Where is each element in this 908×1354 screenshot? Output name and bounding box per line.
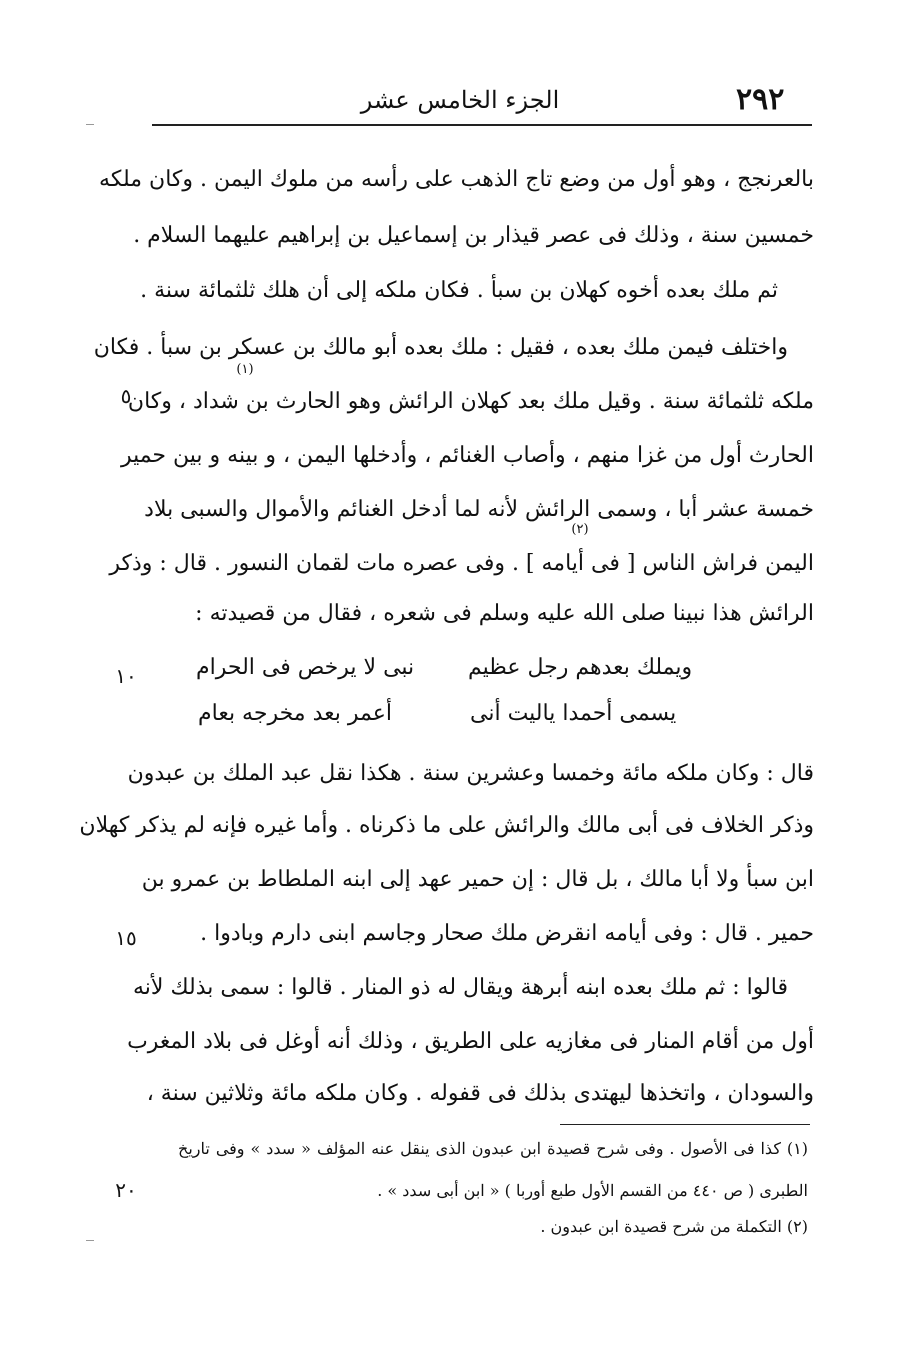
header-rule	[152, 124, 812, 126]
text-line: ملكه ثلثمائة سنة . وقيل ملك بعد كهلان الرائش وهو الحارث بن شداد ، وكان	[127, 389, 814, 414]
text-line: بالعرنجج ، وهو أول من وضع تاج الذهب على رأسه من ملوك اليمن . وكان ملكه	[99, 167, 814, 192]
text-line: أول من أقام المنار فى مغازيه على الطريق ، وذلك أنه أوغل فى بلاد المغرب	[127, 1029, 814, 1054]
text-line: قال : وكان ملكه مائة وخمسا وعشرين سنة . هكذا نقل عبد الملك بن عبدون	[127, 761, 814, 786]
footnote-line: (١) كذا فى الأصول . وفى شرح قصيدة ابن عبدون الذى ينقل عنه المؤلف « سدد » وفى تاريخ	[178, 1139, 808, 1158]
verse-first-hemistich: ويملك بعدهم رجل عظيم	[468, 655, 693, 680]
text-line: ابن سبأ ولا أبا مالك ، بل قال : إن حمير عهد إلى ابنه الملطاط بن عمرو بن	[141, 867, 814, 892]
footnote-line: (٢) التكملة من شرح قصيدة ابن عبدون .	[540, 1217, 808, 1236]
text-line: قالوا : ثم ملك بعده ابنه أبرهة ويقال له ذو المنار . قالوا : سمى بذلك لأنه	[133, 975, 788, 1000]
margin-line-number: ١٠	[115, 664, 137, 688]
margin-line-number: ١٥	[115, 926, 137, 950]
text-line: اليمن فراش الناس [ فى أيامه ] . وفى عصره مات لقمان النسور . قال : وذكر	[109, 551, 814, 576]
running-title: الجزء الخامس عشر	[360, 86, 560, 114]
scan-mark	[86, 124, 94, 125]
text-line: واختلف فيمن ملك بعده ، فقيل : ملك بعده أبو مالك بن عسكر بن سبأ . فكان	[93, 335, 788, 360]
footnote-rule	[560, 1124, 810, 1125]
text-line: الرائش هذا نبينا صلى الله عليه وسلم فى شعره ، فقال من قصيدته :	[195, 601, 814, 626]
margin-line-number: ٢٠	[115, 1178, 137, 1202]
page-number: ٢٩٢	[736, 82, 785, 117]
text-line: حمير . قال : وفى أيامه انقرض ملك صحار وجاسم ابنى دارم وبادوا .	[200, 921, 814, 946]
note-mark: (٢)	[571, 522, 589, 537]
text-line: والسودان ، واتخذها ليهتدى بذلك فى قفوله . وكان ملكه مائة وثلاثين سنة ،	[146, 1081, 814, 1106]
text-line: وذكر الخلاف فى أبى مالك والرائش على ما ذكرناه . وأما غيره فإنه لم يذكر كهلان	[79, 813, 814, 838]
margin-line-number: ٥	[120, 384, 132, 408]
note-mark: (١)	[236, 362, 254, 377]
scan-mark	[86, 1240, 94, 1241]
footnote-line: الطبرى ( ص ٤٤٠ من القسم الأول طبع أوربا ) « ابن أبى سدد » .	[377, 1181, 808, 1200]
text-line: الحارث أول من غزا منهم ، وأصاب الغنائم ، وأدخلها اليمن ، و بينه و بين حمير	[120, 443, 814, 468]
text-line: خمسين سنة ، وذلك فى عصر قيذار بن إسماعيل بن إبراهيم عليهما السلام .	[133, 223, 814, 248]
text-line: خمسة عشر أبا ، وسمى الرائش لأنه لما أدخل الغنائم والأموال والسبى بلاد	[144, 497, 814, 522]
text-line: ثم ملك بعده أخوه كهلان بن سبأ . فكان ملكه إلى أن هلك ثلثمائة سنة .	[140, 278, 778, 303]
verse-first-hemistich: يسمى أحمدا ياليت أنى	[470, 701, 677, 726]
verse-second-hemistich: أعمر بعد مخرجه بعام	[198, 701, 392, 726]
verse-second-hemistich: نبى لا يرخص فى الحرام	[196, 655, 415, 680]
